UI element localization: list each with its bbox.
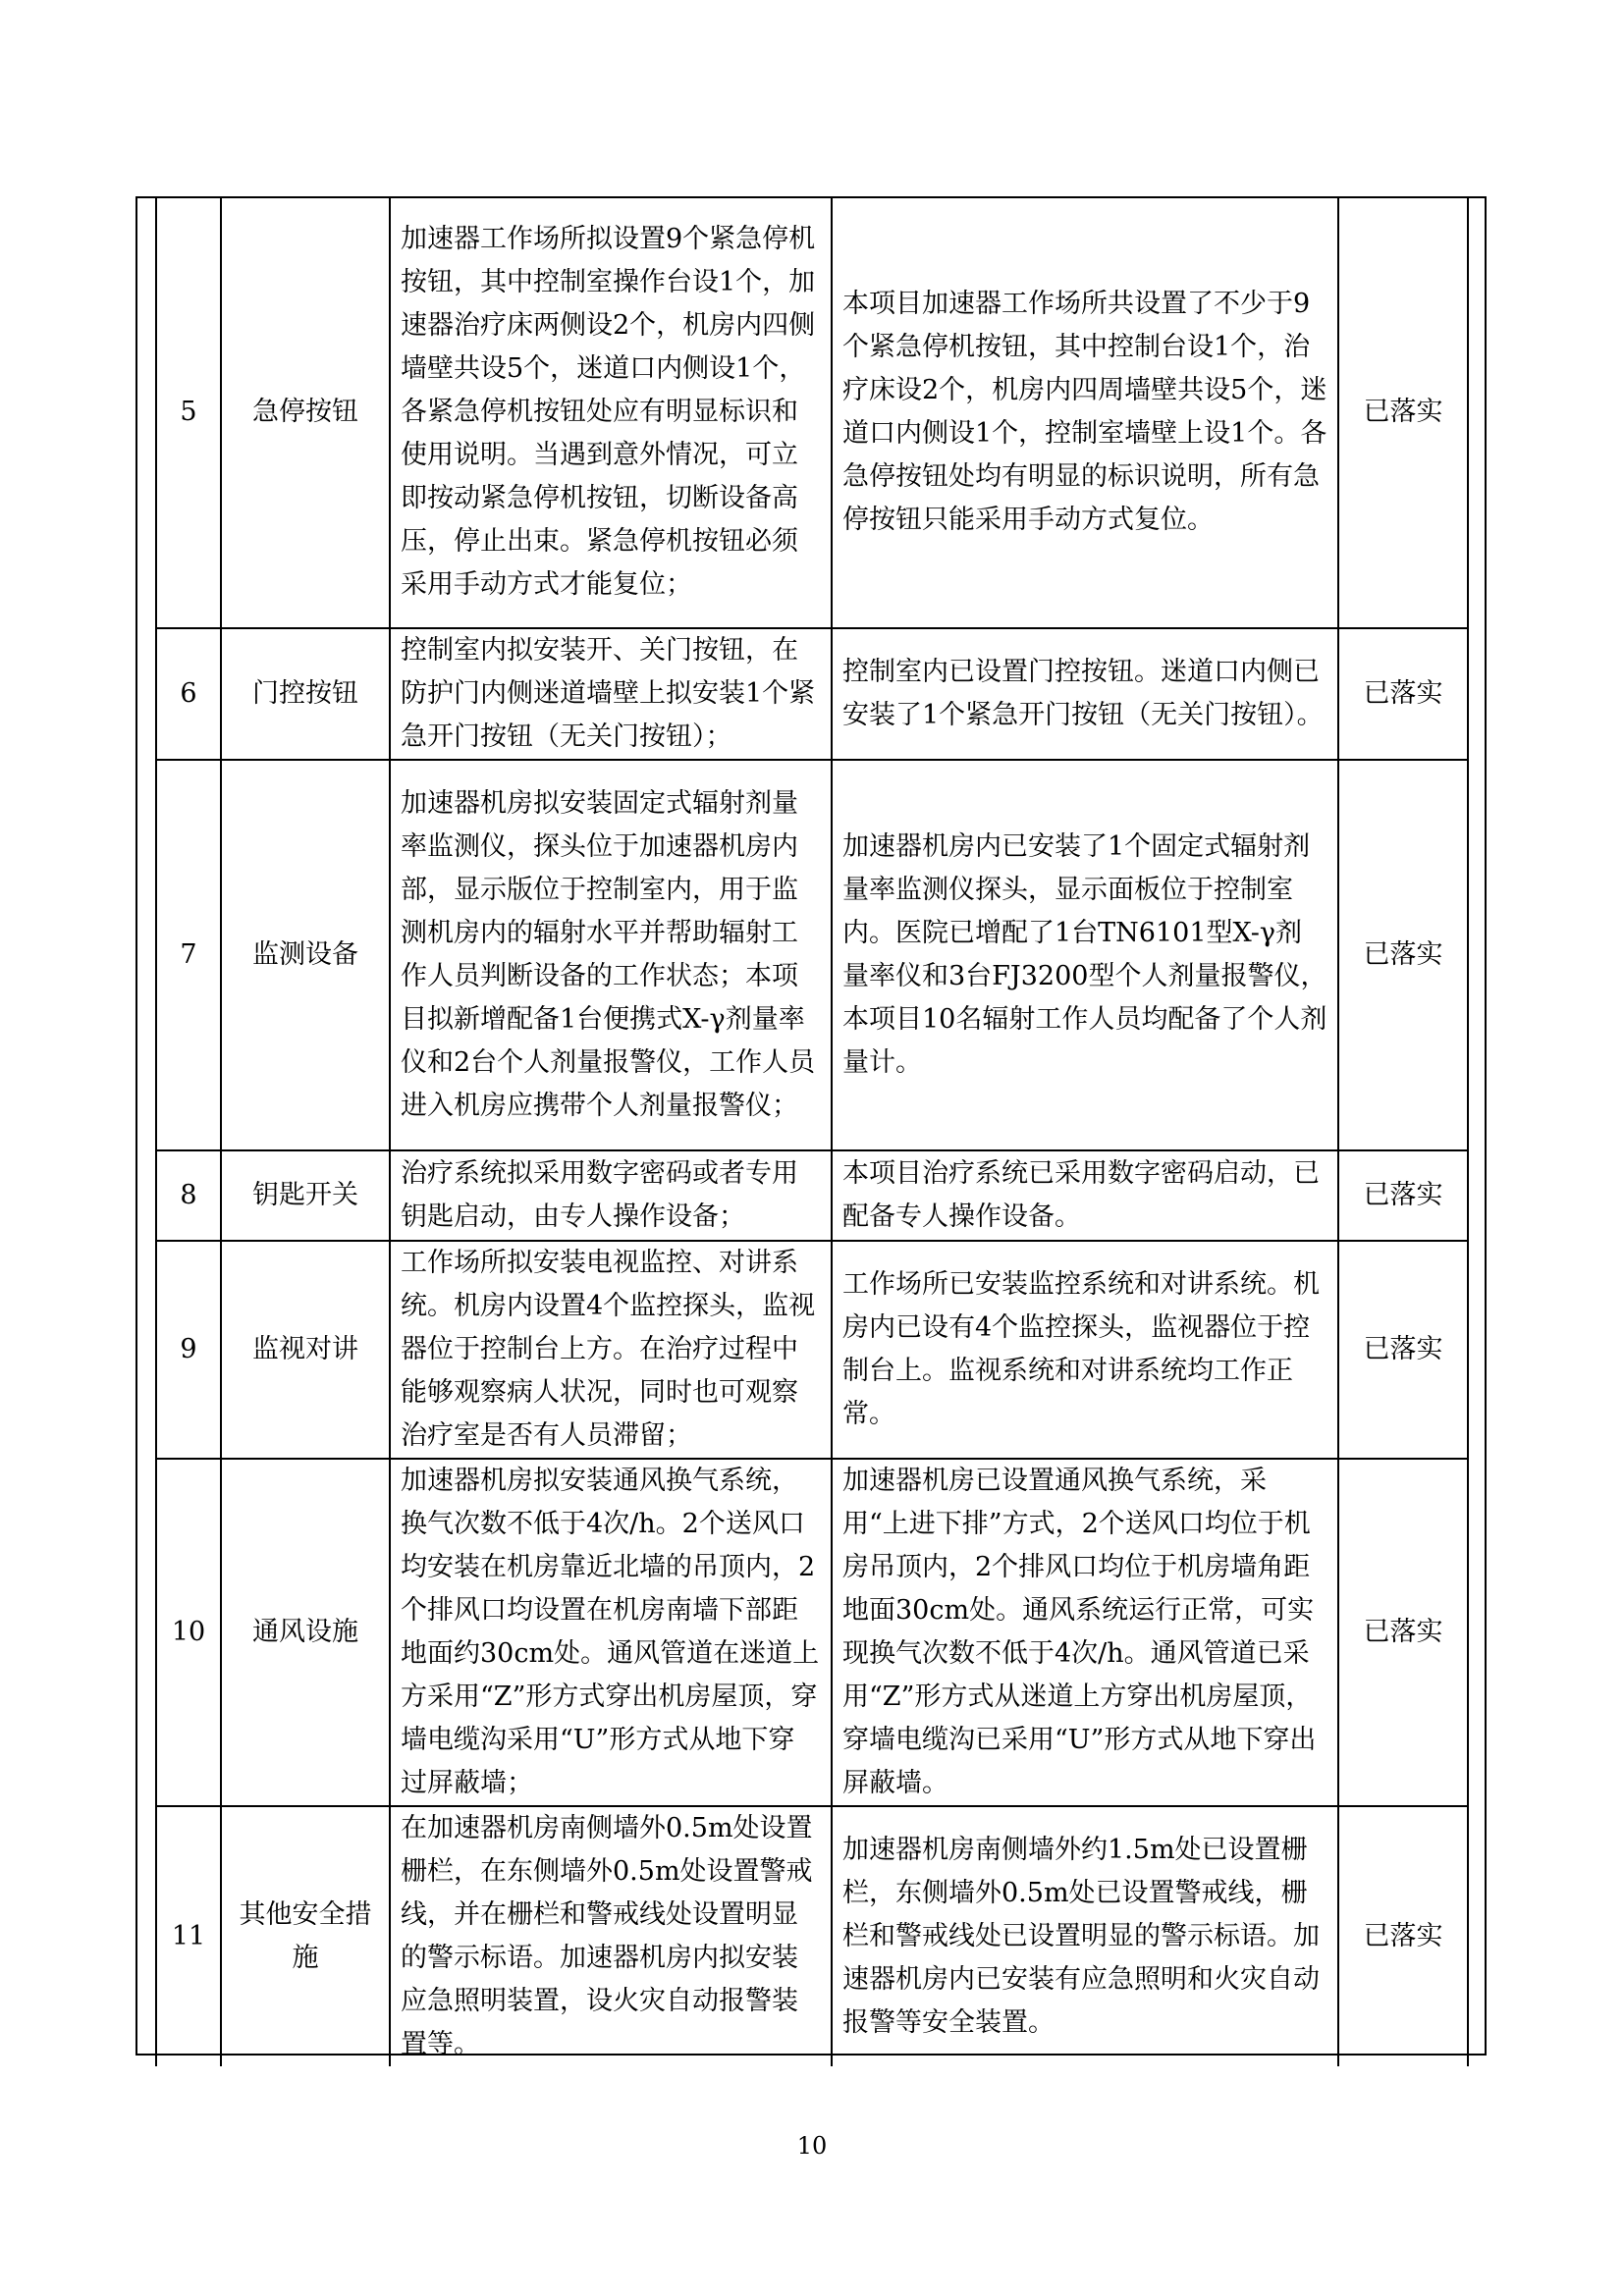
status-text: 已落实 xyxy=(1338,1241,1468,1459)
table-row xyxy=(156,1150,1468,1241)
status-text: 已落实 xyxy=(1338,760,1468,1150)
measure-name: 其他安全措施 xyxy=(221,1806,390,2066)
measure-name: 通风设施 xyxy=(221,1459,390,1806)
row-number: 11 xyxy=(156,1806,221,2066)
table-row xyxy=(156,1459,1468,1806)
measure-name: 门控按钮 xyxy=(221,628,390,760)
planned-measure: 在加速器机房南侧墙外0.5m处设置栅栏，在东侧墙外0.5m处设置警戒线，并在栅栏和警戒线处设置明显的警示标语。加速器机房内拟安装应急照明装置，设火灾自动报警装置等。 xyxy=(390,1806,832,2066)
row-number: 8 xyxy=(156,1150,221,1241)
implemented-measure: 加速器机房内已安装了1个固定式辐射剂量率监测仪探头，显示面板位于控制室内。医院已增配了1台TN6101型X-γ剂量率仪和3台FJ3200型个人剂量报警仪，本项目10名辐射工作人员均配备了个人剂量计。 xyxy=(832,760,1338,1150)
measure-name: 急停按钮 xyxy=(221,196,390,628)
measure-name: 监视对讲 xyxy=(221,1241,390,1459)
planned-measure: 工作场所拟安装电视监控、对讲系统。机房内设置4个监控探头，监视器位于控制台上方。在治疗过程中能够观察病人状况，同时也可观察治疗室是否有人员滞留； xyxy=(390,1241,832,1459)
implemented-measure: 控制室内已设置门控按钮。迷道口内侧已安装了1个紧急开门按钮（无关门按钮）。 xyxy=(832,628,1338,760)
planned-measure: 加速器工作场所拟设置9个紧急停机按钮，其中控制室操作台设1个，加速器治疗床两侧设2个，机房内四侧墙壁共设5个，迷道口内侧设1个，各紧急停机按钮处应有明显标识和使用说明。当遇到意外情况，可立即按动紧急停机按钮，切断设备高压，停止出束。紧急停机按钮必须采用手动方式才能复位； xyxy=(390,196,832,628)
page-number: 10 xyxy=(796,2132,828,2160)
row-number: 10 xyxy=(156,1459,221,1806)
measure-name: 钥匙开关 xyxy=(221,1150,390,1241)
implemented-measure: 本项目加速器工作场所共设置了不少于9个紧急停机按钮，其中控制台设1个，治疗床设2个，机房内四周墙壁共设5个，迷道口内侧设1个，控制室墙壁上设1个。各急停按钮处均有明显的标识说明，所有急停按钮只能采用手动方式复位。 xyxy=(832,196,1338,628)
row-number: 9 xyxy=(156,1241,221,1459)
row-number: 6 xyxy=(156,628,221,760)
table-row xyxy=(156,1241,1468,1459)
table-row xyxy=(156,760,1468,1150)
planned-measure: 加速器机房拟安装通风换气系统，换气次数不低于4次/h。2个送风口均安装在机房靠近北墙的吊顶内，2个排风口均设置在机房南墙下部距地面约30cm处。通风管道在迷道上方采用“Z”形方式穿出机房屋顶，穿墙电缆沟采用“U”形方式从地下穿过屏蔽墙； xyxy=(390,1459,832,1806)
status-text: 已落实 xyxy=(1338,1150,1468,1241)
status-text: 已落实 xyxy=(1338,196,1468,628)
planned-measure: 治疗系统拟采用数字密码或者专用钥匙启动，由专人操作设备； xyxy=(390,1150,832,1241)
status-text: 已落实 xyxy=(1338,1459,1468,1806)
row-number: 7 xyxy=(156,760,221,1150)
table-row xyxy=(156,1806,1468,2066)
measure-name: 监测设备 xyxy=(221,760,390,1150)
row-number: 5 xyxy=(156,196,221,628)
planned-measure: 控制室内拟安装开、关门按钮，在防护门内侧迷道墙壁上拟安装1个紧急开门按钮（无关门按钮）； xyxy=(390,628,832,760)
implemented-measure: 加速器机房南侧墙外约1.5m处已设置栅栏，东侧墙外0.5m处已设置警戒线，栅栏和警戒线处已设置明显的警示标语。加速器机房内已安装有应急照明和火灾自动报警等安全装置。 xyxy=(832,1806,1338,2066)
implemented-measure: 加速器机房已设置通风换气系统，采用“上进下排”方式，2个送风口均位于机房吊顶内，2个排风口均位于机房墙角距地面30cm处。通风系统运行正常，可实现换气次数不低于4次/h。通风管道已采用“Z”形方式从迷道上方穿出机房屋顶，穿墙电缆沟已采用“U”形方式从地下穿出屏蔽墙。 xyxy=(832,1459,1338,1806)
planned-measure: 加速器机房拟安装固定式辐射剂量率监测仪，探头位于加速器机房内部，显示版位于控制室内，用于监测机房内的辐射水平并帮助辐射工作人员判断设备的工作状态；本项目拟新增配备1台便携式X-γ剂量率仪和2台个人剂量报警仪，工作人员进入机房应携带个人剂量报警仪； xyxy=(390,760,832,1150)
table-row xyxy=(156,196,1468,628)
implemented-measure: 工作场所已安装监控系统和对讲系统。机房内已设有4个监控探头，监视器位于控制台上。监视系统和对讲系统均工作正常。 xyxy=(832,1241,1338,1459)
safety-measures-table xyxy=(155,196,1469,2066)
status-text: 已落实 xyxy=(1338,628,1468,760)
implemented-measure: 本项目治疗系统已采用数字密码启动，已配备专人操作设备。 xyxy=(832,1150,1338,1241)
table-row xyxy=(156,628,1468,760)
status-text: 已落实 xyxy=(1338,1806,1468,2066)
